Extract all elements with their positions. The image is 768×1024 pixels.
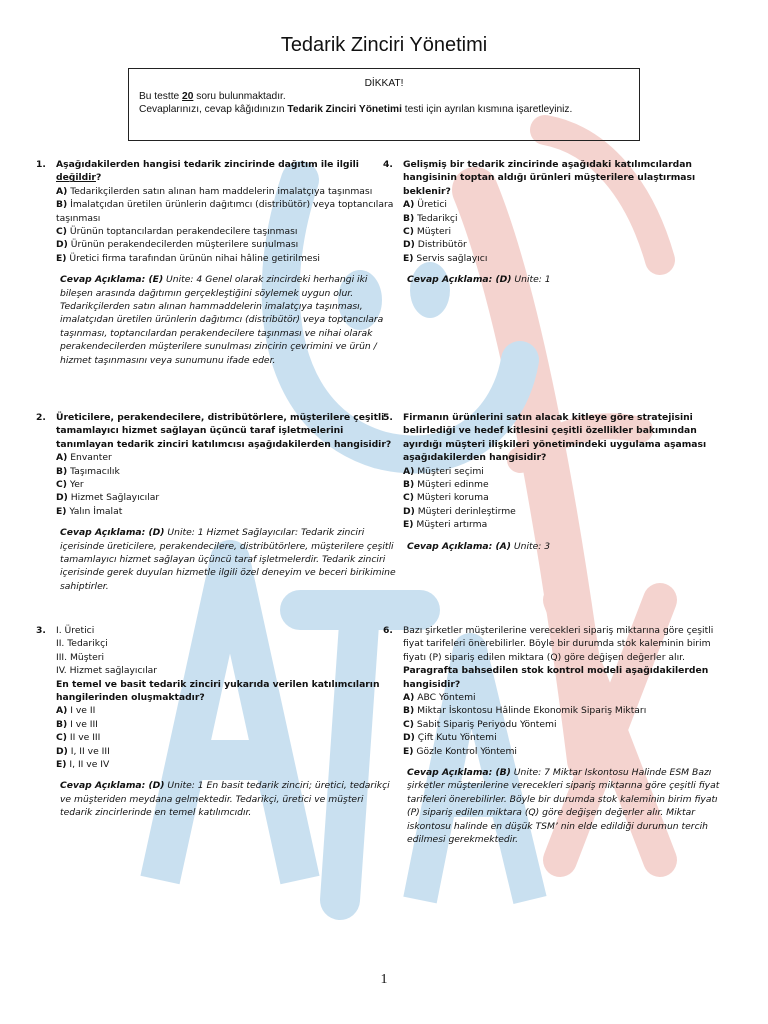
stem-end: ?	[95, 172, 102, 184]
option-text: Müşteri koruma	[413, 492, 489, 504]
answer-explanation	[56, 779, 396, 819]
question-1	[36, 158, 396, 367]
option-text: Üretici	[414, 199, 447, 211]
option-c	[56, 225, 396, 238]
option-a	[56, 451, 396, 464]
option-b	[403, 212, 723, 225]
option-text: Tedarikçilerden satın alınan ham maddelerin imalatçıya taşınması	[67, 185, 373, 197]
option-text: Ürünün toptancılardan perakendecilere taşınması	[66, 226, 298, 238]
option-key: B)	[403, 705, 415, 717]
statement-1: I. Üretici	[56, 625, 95, 636]
option-key: D)	[56, 492, 68, 504]
question-4	[383, 158, 723, 287]
option-key: B)	[56, 465, 68, 477]
option-c	[56, 478, 396, 491]
answer-label: Cevap Açıklama: (D)	[60, 527, 165, 539]
option-a	[403, 691, 723, 704]
option-text: Tedarikçi	[414, 212, 458, 224]
notice-line-1-pre: Bu testte	[139, 91, 183, 102]
option-key: A)	[403, 199, 415, 211]
answer-explanation	[403, 540, 723, 553]
option-a	[403, 198, 723, 211]
option-e	[403, 745, 723, 758]
question-number: 3.	[36, 625, 46, 636]
option-d	[403, 238, 723, 251]
option-c	[403, 718, 723, 731]
option-key: C)	[403, 226, 414, 238]
option-b	[403, 704, 723, 717]
answer-explanation	[403, 766, 723, 846]
option-a	[56, 185, 396, 198]
option-b	[56, 718, 396, 731]
answer-text: Unite: 3	[510, 540, 551, 552]
question-number: 2.	[36, 412, 46, 423]
question-5	[383, 411, 723, 553]
option-key: C)	[403, 492, 414, 504]
option-key: E)	[56, 252, 67, 264]
page-number: 1	[380, 972, 388, 987]
notice-line-2	[139, 103, 629, 116]
notice-question-count: 20	[182, 91, 194, 102]
answer-label: Cevap Açıklama: (E)	[60, 274, 164, 286]
notice-test-name: Tedarik Zinciri Yönetimi	[287, 104, 402, 115]
option-a	[403, 465, 723, 478]
option-d	[56, 745, 396, 758]
option-d	[56, 491, 396, 504]
option-key: D)	[403, 239, 415, 251]
option-key: A)	[56, 185, 68, 197]
question-stem: Paragrafta bahsedilen stok kontrol modeli aşağıdakilerden hangisidir?	[403, 665, 709, 690]
option-text: Taşımacılık	[67, 465, 120, 477]
option-key: C)	[403, 718, 414, 730]
option-key: A)	[56, 452, 68, 464]
option-b	[403, 478, 723, 491]
option-text: II ve III	[66, 732, 101, 744]
option-a	[56, 704, 396, 717]
answer-label: Cevap Açıklama: (D)	[407, 274, 512, 286]
question-stem: En temel ve basit tedarik zinciri yukarıda verilen katılımcıların hangilerinden oluşmaktadır?	[56, 678, 380, 704]
option-text: Yer	[66, 479, 84, 491]
option-text: Müşteri edinme	[414, 479, 489, 491]
option-text: Servis sağlayıcı	[413, 252, 488, 264]
option-c	[403, 491, 723, 504]
option-e	[403, 252, 723, 265]
option-text: İmalatçıdan üretilen ürünlerin dağıtımcı (distribütör) veya toptancılara taşınması	[56, 199, 394, 224]
option-key: D)	[56, 745, 68, 757]
answer-text: Unite: 1 Hizmet Sağlayıcılar: Tedarik zinciri içerisinde üreticilere, perakendecilere, distribütörlere, müşterilere çeşitli tamamlayıcı hizmet sağlayan üçüncü taraf işletmelerdir. Tedarik zinciri içerisinde gerek duyulan hizmetle ilgili özel deneyim ve beceri birikimine sahiptirler.	[60, 527, 396, 592]
option-key: E)	[56, 505, 67, 517]
option-key: D)	[403, 732, 415, 744]
answer-label: Cevap Açıklama: (D)	[60, 780, 165, 792]
option-text: I, II ve III	[67, 745, 110, 757]
question-stem: Firmanın ürünlerini satın alacak kitleye göre stratejisini belirlediği ve hedef kitlesini çeşitli özellikler bakımından ayırdığı müşteri ilişkileri yönetimindeki uygulama aşaması aşağıdakilerden hangisidir?	[403, 412, 707, 464]
option-key: E)	[403, 745, 414, 757]
option-e	[56, 252, 396, 265]
option-key: A)	[403, 692, 415, 704]
answer-text: Unite: 1 En basit tedarik zinciri; üretici, tedarikçi ve müşteriden meydana gelmektedir. Tedarikçi, üretici ve müşteri tedarik zincirlerinde en temel katılımcıdır.	[60, 780, 390, 819]
option-text: Müşteri artırma	[413, 519, 488, 531]
option-text: Sabit Sipariş Periyodu Yöntemi	[413, 718, 557, 730]
notice-line-1-post: soru bulunmaktadır.	[193, 91, 286, 102]
option-text: I ve III	[67, 718, 98, 730]
option-key: D)	[403, 505, 415, 517]
option-text: Gözle Kontrol Yöntemi	[413, 745, 517, 757]
option-key: B)	[56, 199, 68, 211]
answer-label: Cevap Açıklama: (A)	[407, 540, 511, 552]
question-6	[383, 624, 723, 847]
notice-line-2-post: testi için ayrılan kısmına işaretleyiniz.	[401, 104, 573, 115]
answer-label: Cevap Açıklama: (B)	[407, 767, 511, 779]
option-text: ABC Yöntemi	[414, 692, 476, 704]
question-stem	[56, 158, 396, 185]
option-e	[56, 758, 396, 771]
question-number: 1.	[36, 159, 46, 170]
option-key: A)	[56, 705, 68, 717]
option-text: Miktar İskontosu Hâlinde Ekonomik Sipariş Miktarı	[414, 705, 647, 717]
option-e	[56, 505, 396, 518]
answer-text: Unite: 1	[511, 274, 551, 286]
answer-explanation	[403, 273, 723, 286]
option-text: Müşteri	[413, 226, 451, 238]
option-key: B)	[403, 212, 415, 224]
notice-line-1	[139, 90, 629, 103]
option-key: D)	[56, 239, 68, 251]
option-key: E)	[403, 519, 414, 531]
option-b	[56, 198, 396, 225]
option-d	[56, 238, 396, 251]
option-text: Çift Kutu Yöntemi	[414, 732, 497, 744]
question-stem: Üreticilere, perakendecilere, distribütörlere, müşterilere çeşitli tamamlayıcı hizmet sağlayan üçüncü taraf işletmelerini tanımlayan tedarik zinciri katılımcısı aşağıdakilerden hangisidir?	[56, 412, 392, 450]
question-paragraph: Bazı şirketler müşterilerine verecekleri sipariş miktarına göre çeşitli fiyat tarifeleri önerebilirler. Böyle bir durumda stok kaleminin birim fiyatı (P) sipariş edilen miktara (Q) göre değişen değerler alır.	[403, 625, 714, 663]
option-c	[403, 225, 723, 238]
answer-explanation	[56, 526, 396, 593]
option-d	[403, 505, 723, 518]
question-number: 6.	[383, 625, 393, 636]
stem-emphasis: değildir	[56, 172, 96, 184]
option-text: Distribütör	[414, 239, 467, 251]
option-b	[56, 465, 396, 478]
notice-box	[128, 68, 640, 141]
option-key: C)	[56, 226, 67, 238]
option-key: C)	[56, 479, 67, 491]
option-text: Ürünün perakendecilerden müşterilere sunulması	[67, 239, 299, 251]
option-key: C)	[56, 732, 67, 744]
option-key: E)	[403, 252, 414, 264]
option-text: Müşteri derinleştirme	[414, 505, 516, 517]
option-text: Müşteri seçimi	[414, 465, 484, 477]
question-number: 4.	[383, 159, 393, 170]
option-c	[56, 731, 396, 744]
statement-4: IV. Hizmet sağlayıcılar	[56, 665, 158, 677]
answer-explanation	[56, 273, 396, 367]
statement-3: III. Müşteri	[56, 651, 105, 663]
option-text: Üretici firma tarafından ürünün nihai hâline getirilmesi	[66, 252, 320, 264]
option-text: I ve II	[67, 705, 96, 717]
option-key: B)	[56, 718, 68, 730]
question-number: 5.	[383, 412, 393, 423]
answer-text: Unite: 7 Miktar Iskontosu Halinde ESM Bazı şirketler müşterilerine verecekleri sipariş miktarına göre çeşitli fiyat tarifeleri önerebilirler. Böyle bir durumda stok kaleminin birim fiyatı (P) sipariş edilen miktara (Q) göre değişen değerler alır. Miktar iskontosu halinde en düşük TSM’ nin elde edildiği durumun tercih edilmesi gerekmektedir.	[407, 767, 720, 846]
notice-heading: DİKKAT!	[364, 78, 404, 89]
option-d	[403, 731, 723, 744]
option-key: E)	[56, 759, 67, 771]
question-2	[36, 411, 396, 593]
question-stem: Gelişmiş bir tedarik zincirinde aşağıdaki katılımcılardan hangisinin toptan aldığı ürünleri müşterilere ulaştırması beklenir?	[403, 159, 696, 197]
option-text: Hizmet Sağlayıcılar	[67, 492, 160, 504]
page-title: Tedarik Zinciri Yönetimi	[280, 34, 488, 56]
stem-text: Aşağıdakilerden hangisi tedarik zincirinde dağıtım ile ilgili	[56, 159, 359, 170]
option-text: Envanter	[67, 452, 112, 464]
option-key: A)	[403, 465, 415, 477]
question-3	[36, 624, 396, 820]
statement-2: II. Tedarikçi	[56, 638, 108, 650]
option-e	[403, 518, 723, 531]
option-text: Yalın İmalat	[66, 505, 123, 517]
answer-text: Unite: 4 Genel olarak zincirdeki herhangi iki bileşen arasında dağıtımın gerçekleştiğini söylemek uygun olur. Tedarikçilerden satın alınan hammaddelerin imalatçıya taşınması, imalatçıdan üretilen ürünlerin dağıtımcı (distribütör) veya toptancılara taşınması, toptancılardan perakendecilere taşınması ve nihai olarak perakendecilerden müşterilere sunulması zincirin çevrimini ve ürün / hizmet taşınmasını veya sunumunu ifade eder.	[60, 274, 384, 366]
option-key: B)	[403, 479, 415, 491]
option-text: I, II ve IV	[66, 759, 110, 771]
notice-line-2-pre: Cevaplarınızı, cevap kâğıdınızın	[139, 104, 288, 115]
